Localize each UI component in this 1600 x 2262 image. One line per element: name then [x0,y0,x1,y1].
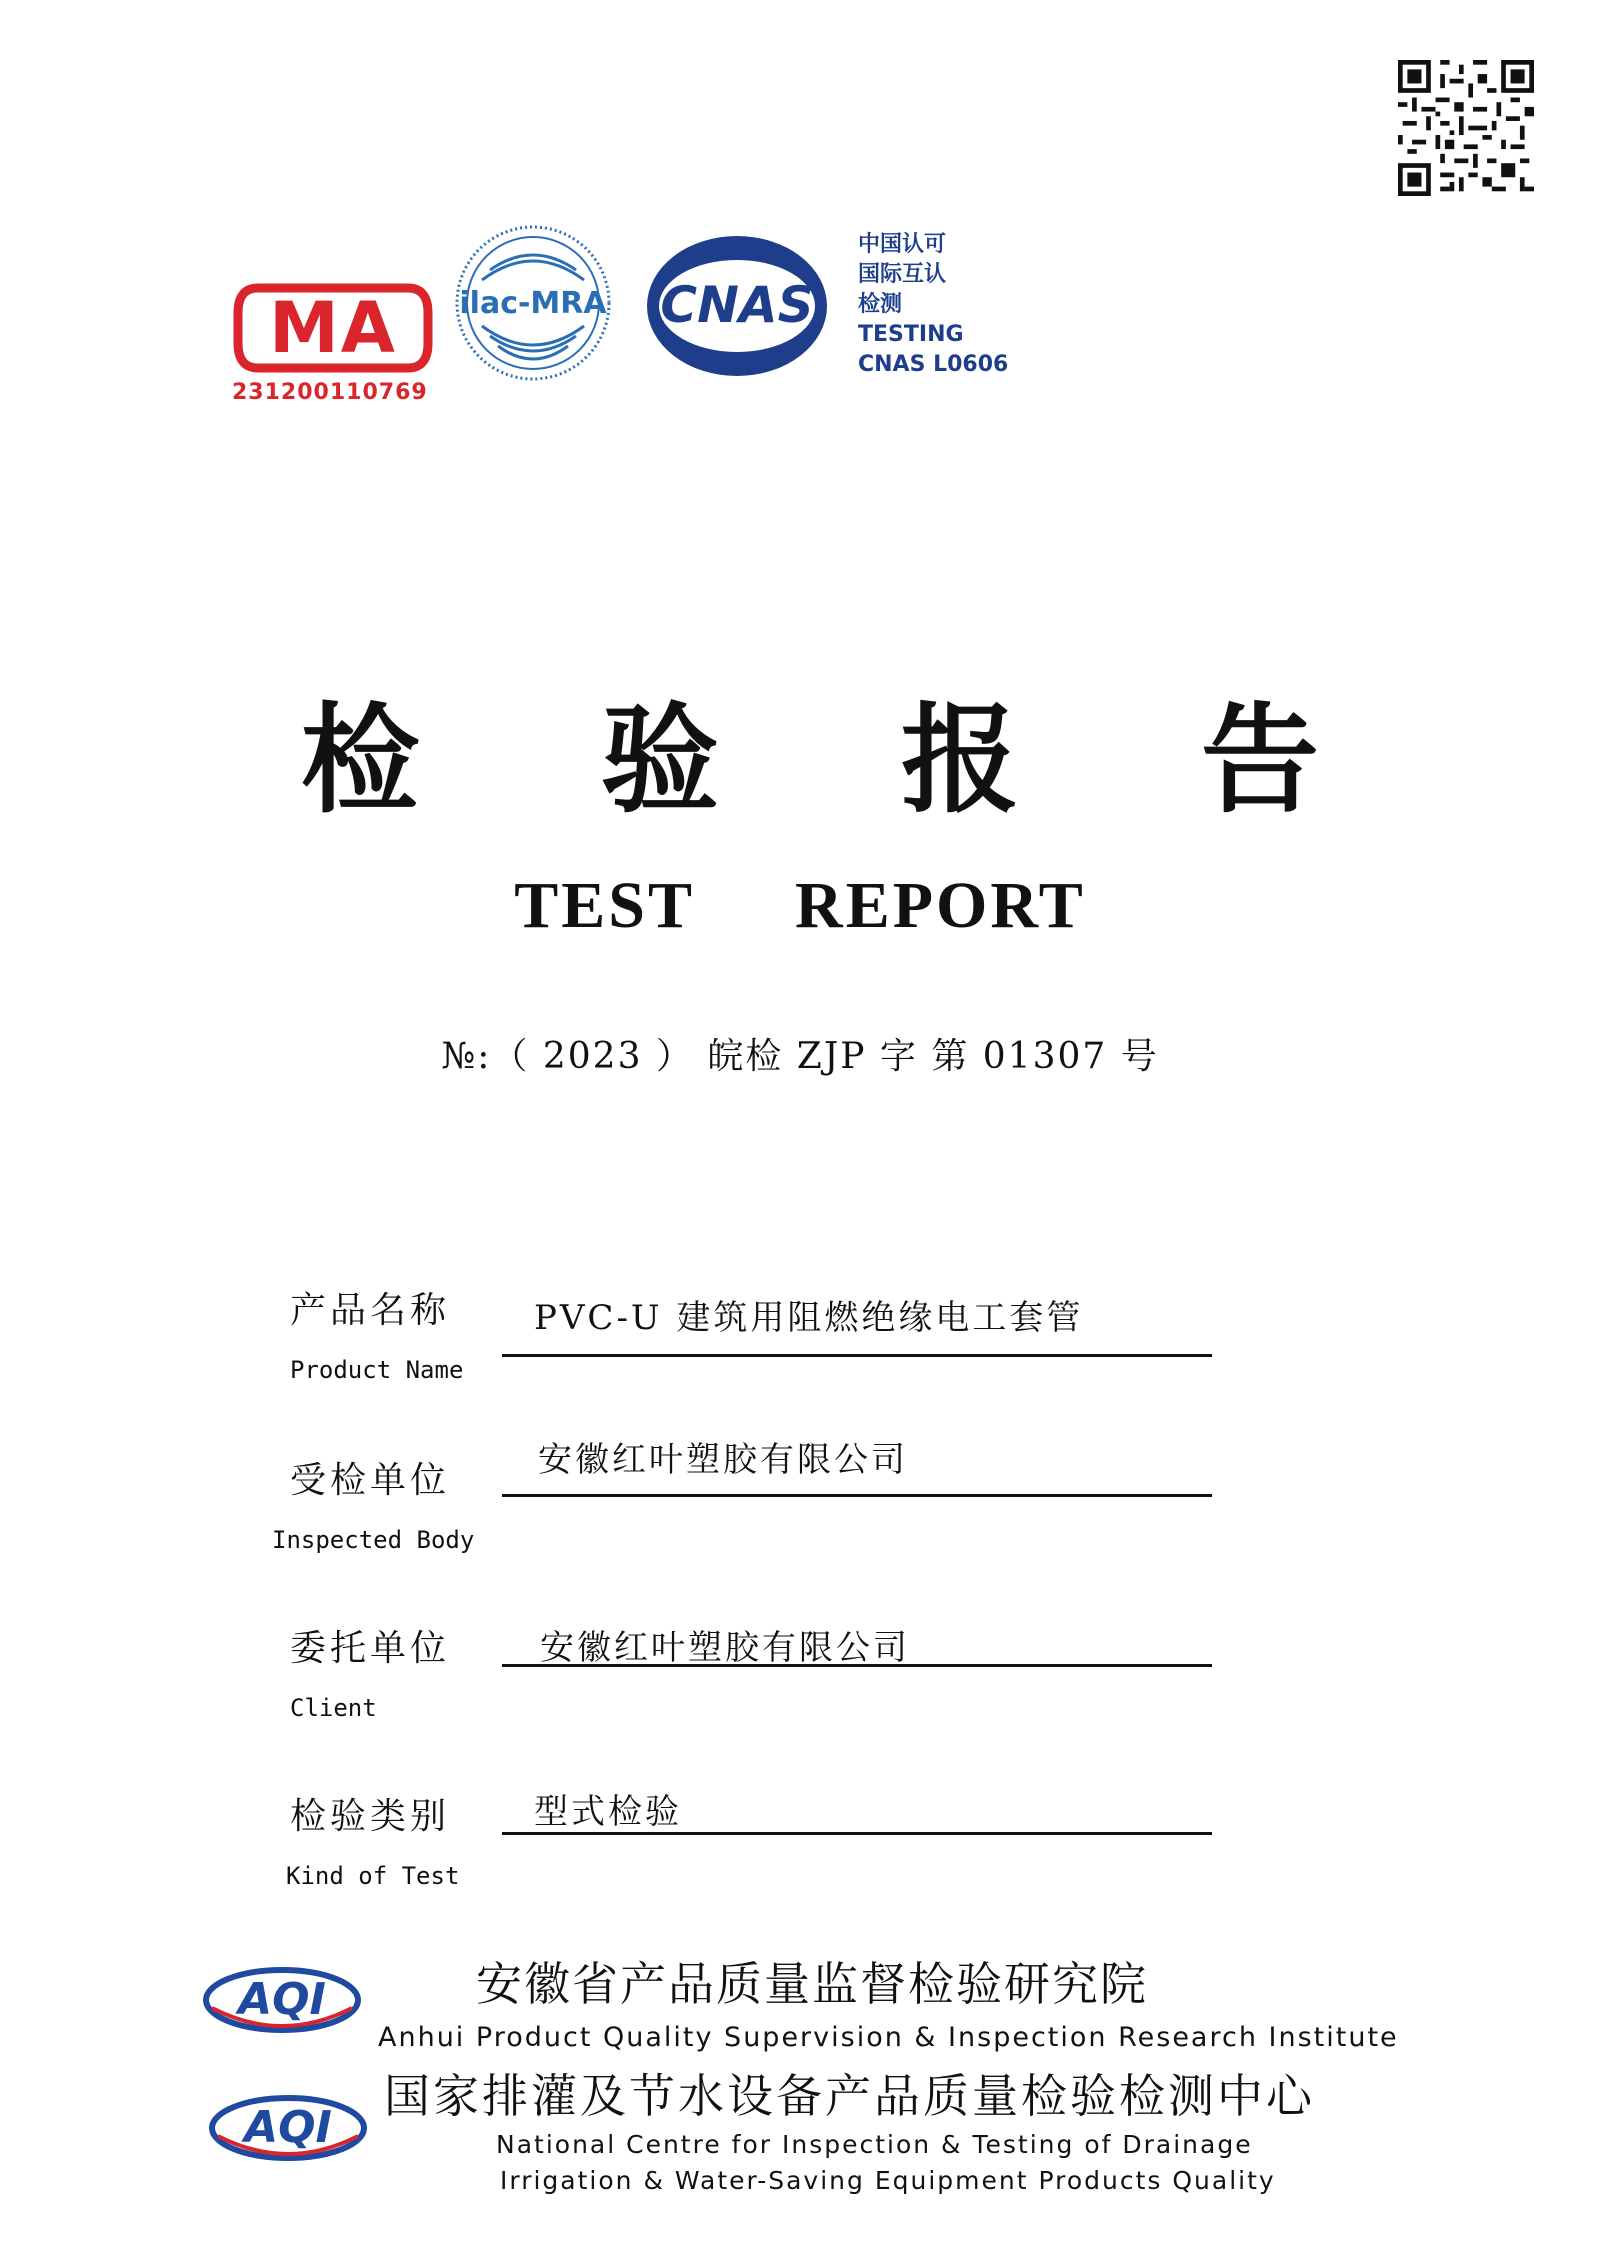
client-underline [502,1664,1212,1667]
cnas-logo [644,232,830,380]
inspected-body-value: 安徽红叶塑胶有限公司 [538,1440,908,1480]
cnas-line: 中国认可 [858,232,947,257]
client-value: 安徽红叶塑胶有限公司 [540,1628,910,1668]
institute-name-en: Anhui Product Quality Supervision & Inspection Research Institute [378,2022,1399,2053]
kind-of-test-label: 检验类别 [290,1796,451,1837]
product-name-label-en: Product Name [290,1356,464,1384]
centre-name-cn: 国家排灌及节水设备产品质量检验检测中心 [384,2069,1315,2123]
kind-of-test-label-en: Kind of Test [286,1862,460,1890]
centre-name-en-line2: Irrigation & Water-Saving Equipment Products Quality [500,2166,1276,2195]
client-label: 委托单位 [290,1628,451,1669]
cma-number: 231200110769 [232,380,428,405]
centre-name-en-line1: National Centre for Inspection & Testing of Drainage [496,2130,1253,2159]
inspected-body-label: 受检单位 [290,1460,451,1501]
cnas-line: 检测 [858,292,903,317]
title-en-right: REPORT [795,869,1086,942]
aqi-logo-text: AQI [238,1974,326,2025]
title-english [0,868,1600,944]
ilac-mark-text: ilac-MRA [459,286,607,321]
title-char: 检 [300,691,419,829]
aqi-logo-text: AQI [244,2102,332,2153]
qr-code [1398,60,1534,196]
client-label-en: Client [290,1694,377,1722]
report-number: №:（ 2023 ） 皖检 ZJP 字 第 01307 号 [441,1036,1159,1077]
inspected-body-label-en: Inspected Body [272,1526,475,1554]
cnas-line: TESTING [858,322,964,347]
kind-of-test-underline [502,1832,1212,1835]
product-name-value: PVC-U 建筑用阻燃绝缘电工套管 [534,1298,1084,1338]
product-name-label: 产品名称 [290,1290,451,1331]
cnas-line: CNAS L0606 [858,352,1009,377]
aqi-logo [208,2086,368,2166]
title-char: 报 [900,691,1019,829]
cma-logo [228,268,438,418]
kind-of-test-value: 型式检验 [534,1792,682,1832]
aqi-logo [202,1958,362,2038]
cnas-accreditation-text [858,230,1018,380]
title-en-left: TEST [514,869,696,942]
title-char: 验 [600,691,719,829]
title-char: 告 [1200,691,1319,829]
cnas-mark-text: CNAS [660,276,814,334]
inspected-body-underline [502,1494,1212,1497]
cnas-line: 国际互认 [858,262,947,287]
product-name-underline [502,1354,1212,1357]
cma-mark-text: MA [269,287,397,369]
institute-name-cn: 安徽省产品质量监督检验研究院 [476,1957,1148,2011]
ilac-mra-logo [452,222,614,384]
title-chinese [300,690,1320,830]
